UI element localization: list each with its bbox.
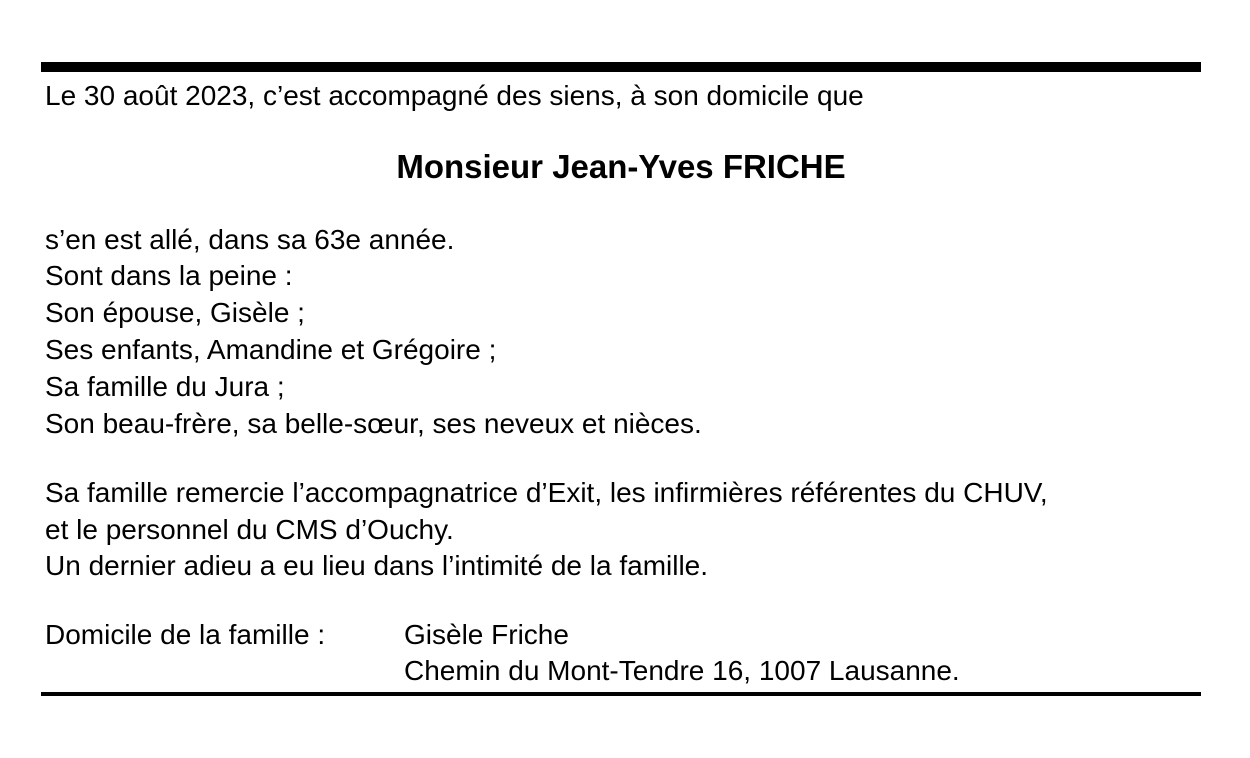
- bottom-rule: [41, 692, 1201, 696]
- body-line: s’en est allé, dans sa 63e année.: [45, 224, 455, 255]
- opening-line: Le 30 août 2023, c’est accompagné des siens, à son domicile que: [45, 80, 864, 111]
- address-street: Chemin du Mont-Tendre 16, 1007 Lausanne.: [404, 655, 960, 686]
- thanks-line: Un dernier adieu a eu lieu dans l’intimité de la famille.: [45, 550, 709, 581]
- body-line: Son beau-frère, sa belle-sœur, ses neveux et nièces.: [45, 408, 702, 439]
- thanks-line: Sa famille remercie l’accompagnatrice d’Exit, les infirmières référentes du CHUV,: [45, 477, 1048, 508]
- body-line: Sont dans la peine :: [45, 260, 293, 291]
- body-line: Son épouse, Gisèle ;: [45, 297, 305, 328]
- deceased-name: Monsieur Jean-Yves FRICHE: [396, 148, 846, 185]
- body-line: Ses enfants, Amandine et Grégoire ;: [45, 334, 497, 365]
- address-name: Gisèle Friche: [404, 619, 569, 650]
- body-line: Sa famille du Jura ;: [45, 371, 285, 402]
- thanks-line: et le personnel du CMS d’Ouchy.: [45, 514, 454, 545]
- top-rule: [41, 62, 1201, 72]
- address-label: Domicile de la famille :: [45, 619, 326, 650]
